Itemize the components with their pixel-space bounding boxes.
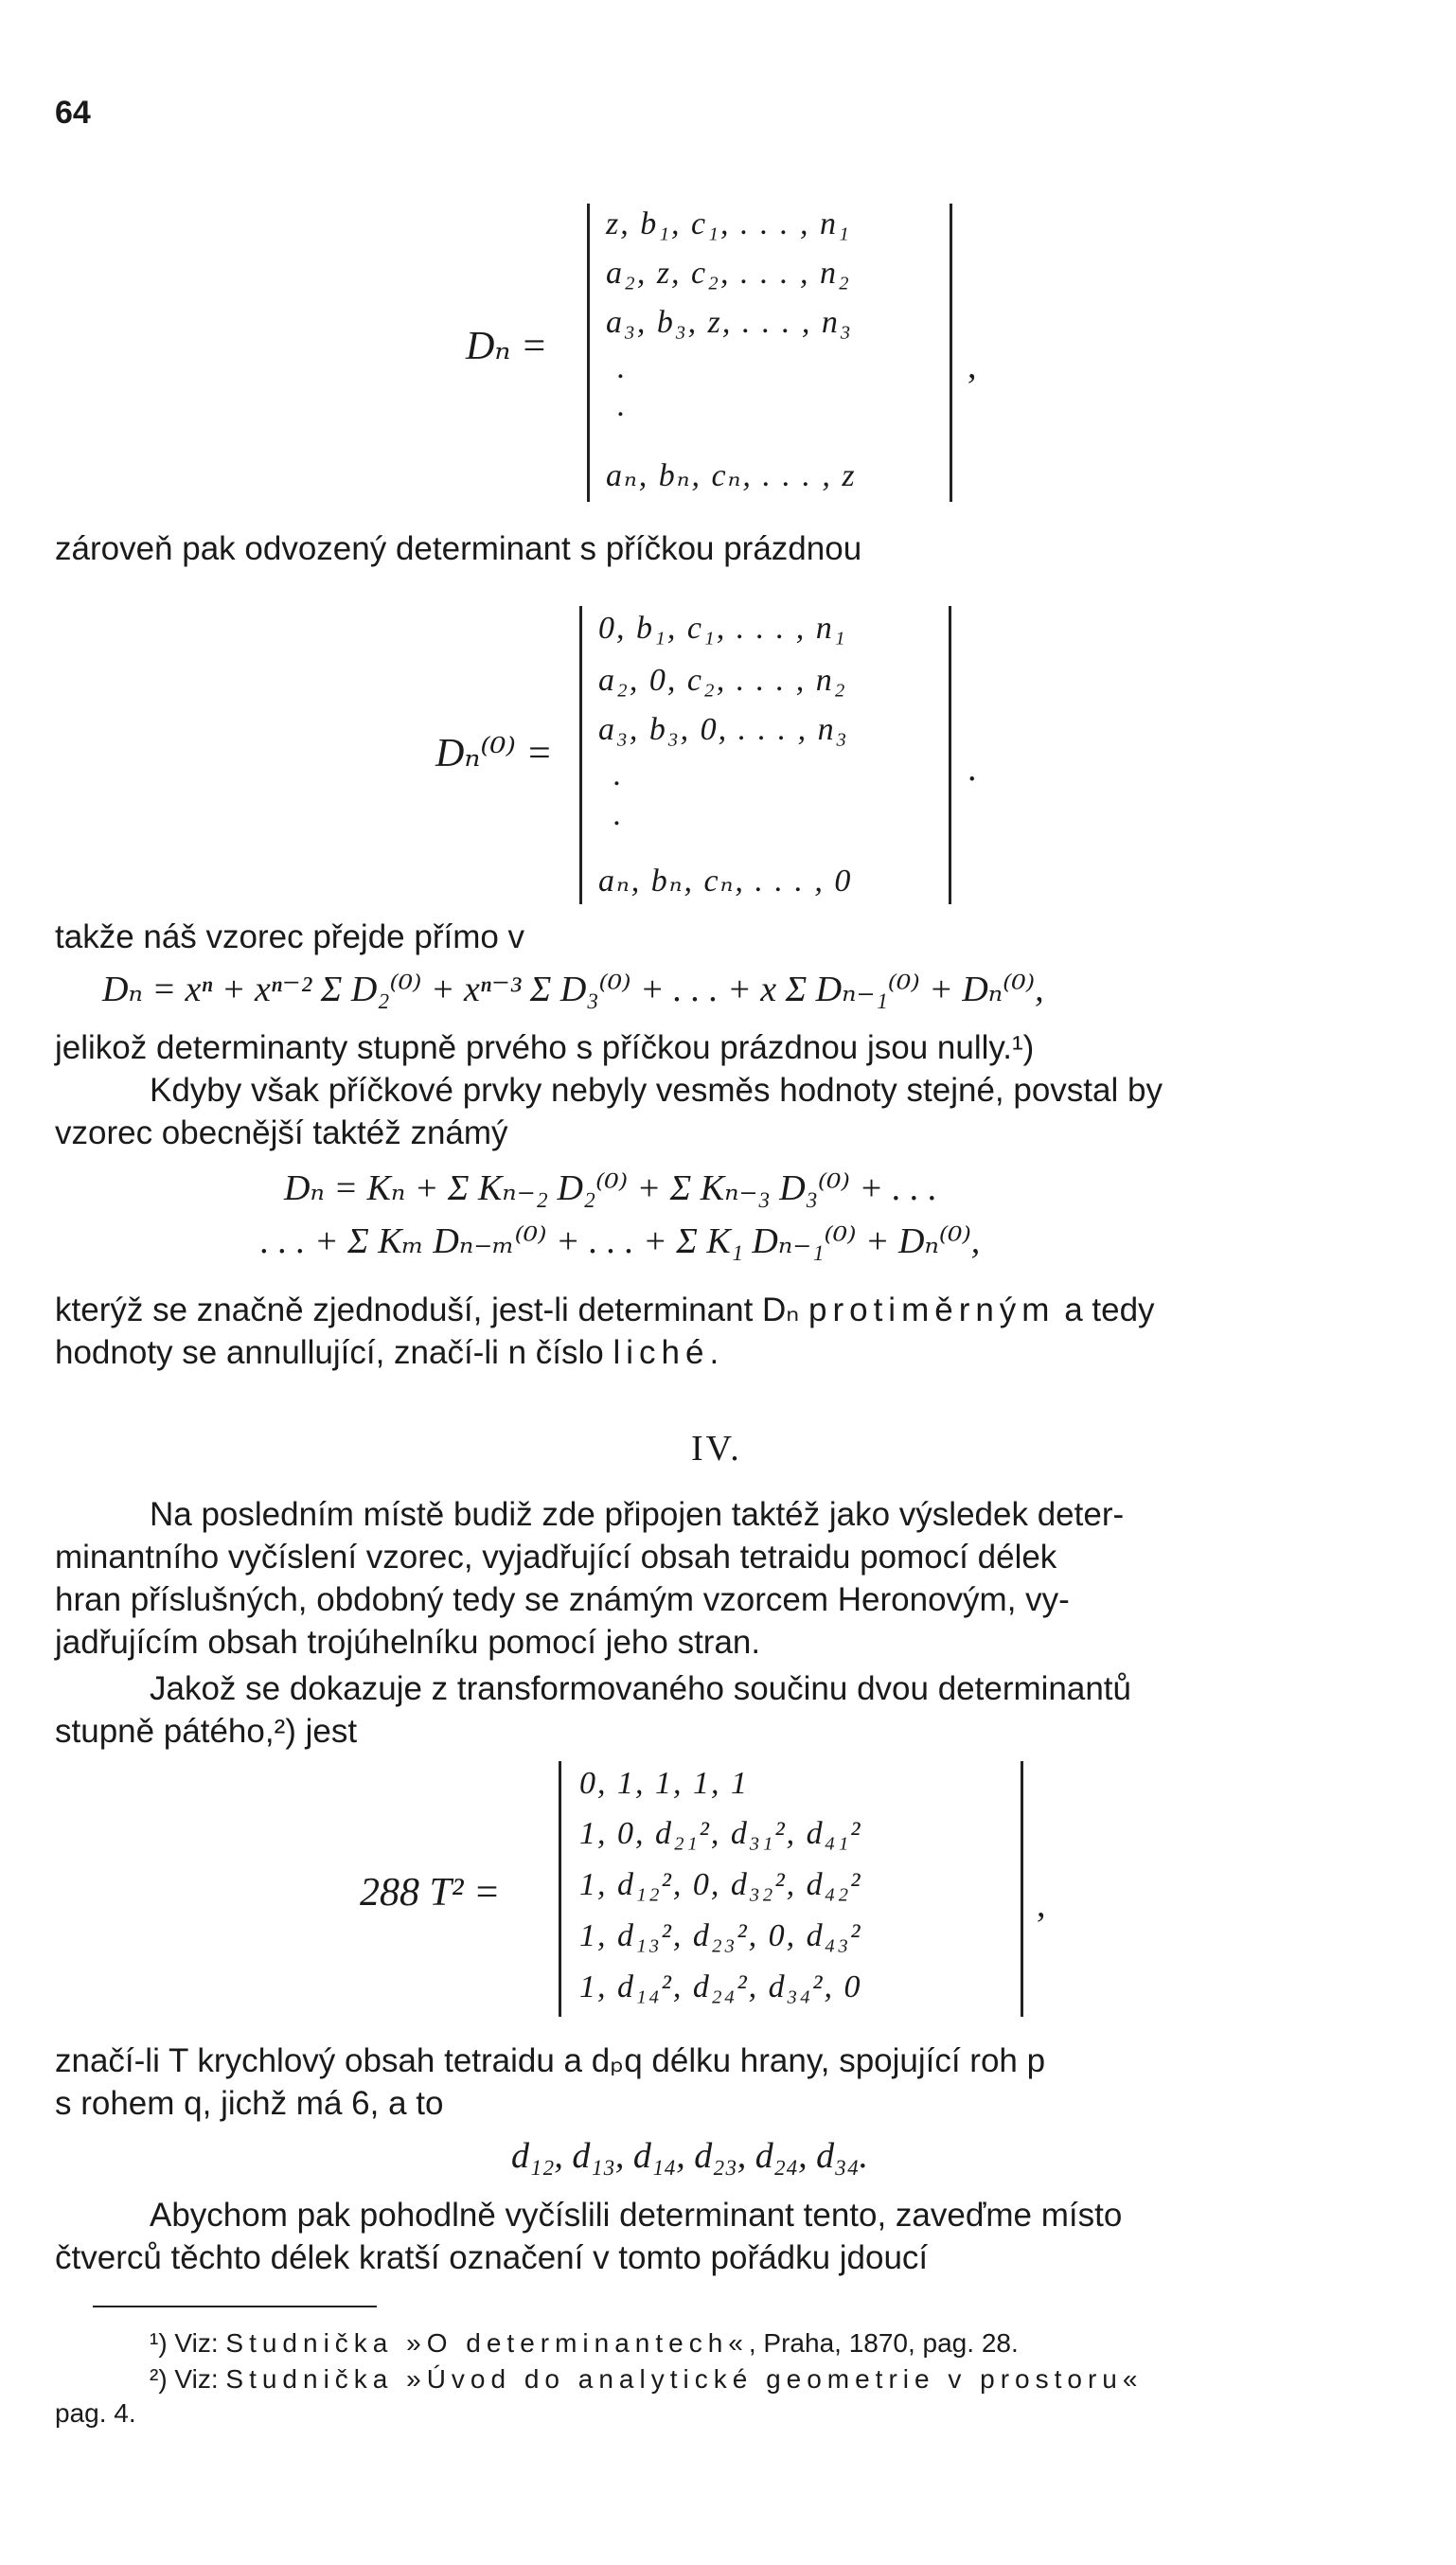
- determinant-right-bar: [1021, 1761, 1023, 2017]
- paragraph: minantního vyčíslení vzorec, vyjadřující obsah tetraidu pomocí délek: [55, 1539, 1057, 1576]
- determinant-right-bar: [949, 606, 951, 904]
- paragraph: čtverců těchto délek kratší označení v tomto pořádku jdoucí: [55, 2239, 929, 2276]
- determinant-left-bar: [587, 204, 590, 502]
- determinant-trailing-punct: ,: [1037, 1885, 1046, 1925]
- paragraph: zároveň pak odvozený determinant s příčkou prázdnou: [55, 530, 862, 567]
- footnote-2: [150, 2363, 1143, 2396]
- section-heading: IV.: [691, 1429, 742, 1469]
- determinant-row: a₂, z, c₂, . . . , n₂: [606, 256, 851, 291]
- footnote-rule: [93, 2306, 377, 2307]
- formula-edge-list: d₁₂, d₁₃, d₁₄, d₂₃, d₂₄, d₃₄.: [511, 2136, 869, 2176]
- formula-dn-expansion: Dₙ = xⁿ + xⁿ⁻² Σ D₂⁽⁰⁾ + xⁿ⁻³ Σ D₃⁽⁰⁾ + . . . + x Σ Dₙ₋₁⁽⁰⁾ + Dₙ⁽⁰⁾,: [102, 970, 1044, 1009]
- paragraph: stupně pátého,²) jest: [55, 1713, 358, 1750]
- paragraph: takže náš vzorec přejde přímo v: [55, 918, 525, 955]
- determinant-row: 0, b₁, c₁, . . . , n₁: [598, 611, 847, 646]
- paragraph: Jakož se dokazuje z transformovaného součinu dvou determinantů: [150, 1670, 1131, 1707]
- determinant-dn-lhs: Dₙ =: [466, 325, 548, 368]
- determinant-row: .: [617, 388, 628, 423]
- formula-general-1: Dₙ = Kₙ + Σ Kₙ₋₂ D₂⁽⁰⁾ + Σ Kₙ₋₃ D₃⁽⁰⁾ + . . .: [284, 1168, 937, 1208]
- text-run: hodnoty se annullující, značí-li n číslo: [55, 1334, 613, 1371]
- paragraph: Abychom pak pohodlně vyčíslili determinant tento, zaveďme místo: [150, 2197, 1123, 2234]
- text-run: .: [709, 1334, 719, 1371]
- determinant-trailing-punct: .: [968, 749, 977, 789]
- determinant-row: aₙ, bₙ, cₙ, . . . , 0: [598, 864, 853, 899]
- paragraph: vzorec obecnější taktéž známý: [55, 1114, 508, 1151]
- determinant-left-bar: [559, 1761, 561, 2017]
- paragraph: Na posledním místě budiž zde připojen taktéž jako výsledek deter-: [150, 1496, 1125, 1533]
- text-run: ¹) Viz:: [150, 2328, 226, 2358]
- determinant-288t2-lhs: 288 T² =: [360, 1871, 501, 1915]
- formula-general-2: . . . + Σ Kₘ Dₙ₋ₘ⁽⁰⁾ + . . . + Σ K₁ Dₙ₋₁⁽⁰⁾ + Dₙ⁽⁰⁾,: [260, 1221, 981, 1261]
- determinant-row: 1, d₁₃², d₂₃², 0, d₄₃²: [579, 1918, 862, 1953]
- determinant-row: .: [613, 757, 624, 793]
- determinant-row: a₂, 0, c₂, . . . , n₂: [598, 663, 847, 698]
- footnote-author: Studnička: [225, 2328, 394, 2358]
- paragraph: značí-li T krychlový obsah tetraidu a dₚq délku hrany, spojující roh p: [55, 2042, 1046, 2079]
- determinant-trailing-punct: ,: [968, 347, 977, 386]
- determinant-dn0-lhs: Dₙ⁽⁰⁾ =: [435, 732, 553, 775]
- text-run: a tedy: [1055, 1291, 1155, 1328]
- determinant-row: 0, 1, 1, 1, 1: [579, 1766, 749, 1801]
- paragraph: jadřujícím obsah trojúhelníku pomocí jeho stran.: [55, 1624, 761, 1661]
- determinant-row: 1, 0, d₂₁², d₃₁², d₄₁²: [579, 1816, 862, 1851]
- determinant-row: z, b₁, c₁, . . . , n₁: [606, 206, 851, 241]
- determinant-row: .: [617, 350, 628, 385]
- paragraph: jelikož determinanty stupně prvého s příčkou prázdnou jsou nully.¹): [55, 1029, 1035, 1066]
- determinant-right-bar: [950, 204, 952, 502]
- paragraph: [55, 1290, 1155, 1330]
- text-run: , Praha, 1870, pag. 28.: [748, 2328, 1019, 2358]
- text-run: ²) Viz:: [150, 2364, 226, 2394]
- spaced-emphasis: protiměrným: [808, 1291, 1056, 1328]
- determinant-row: aₙ, bₙ, cₙ, . . . , z: [606, 458, 857, 493]
- footnote-2-continuation: pag. 4.: [55, 2398, 136, 2428]
- footnote-title: »O determinantech«: [393, 2328, 749, 2358]
- determinant-row: a₃, b₃, 0, . . . , n₃: [598, 712, 849, 747]
- footnote-1: [150, 2327, 1019, 2360]
- page-number: 64: [55, 95, 91, 131]
- text-run: kterýž se značně zjednoduší, jest-li determinant Dₙ: [55, 1291, 808, 1328]
- paragraph: s rohem q, jichž má 6, a to: [55, 2085, 444, 2122]
- determinant-row: 1, d₁₂², 0, d₃₂², d₄₂²: [579, 1867, 862, 1902]
- determinant-left-bar: [579, 606, 582, 904]
- determinant-row: .: [613, 797, 624, 832]
- spaced-emphasis: liché: [613, 1334, 710, 1371]
- footnote-author: Studnička: [225, 2364, 394, 2394]
- paragraph: Kdyby však příčkové prvky nebyly vesměs hodnoty stejné, povstal by: [150, 1072, 1163, 1109]
- paragraph: hran příslušných, obdobný tedy se známým vzorcem Heronovým, vy-: [55, 1581, 1070, 1618]
- paragraph: [55, 1332, 719, 1373]
- determinant-row: 1, d₁₄², d₂₄², d₃₄², 0: [579, 1969, 862, 2004]
- determinant-row: a₃, b₃, z, . . . , n₃: [606, 305, 853, 340]
- footnote-title: »Úvod do analytické geometrie v prostoru«: [393, 2364, 1144, 2394]
